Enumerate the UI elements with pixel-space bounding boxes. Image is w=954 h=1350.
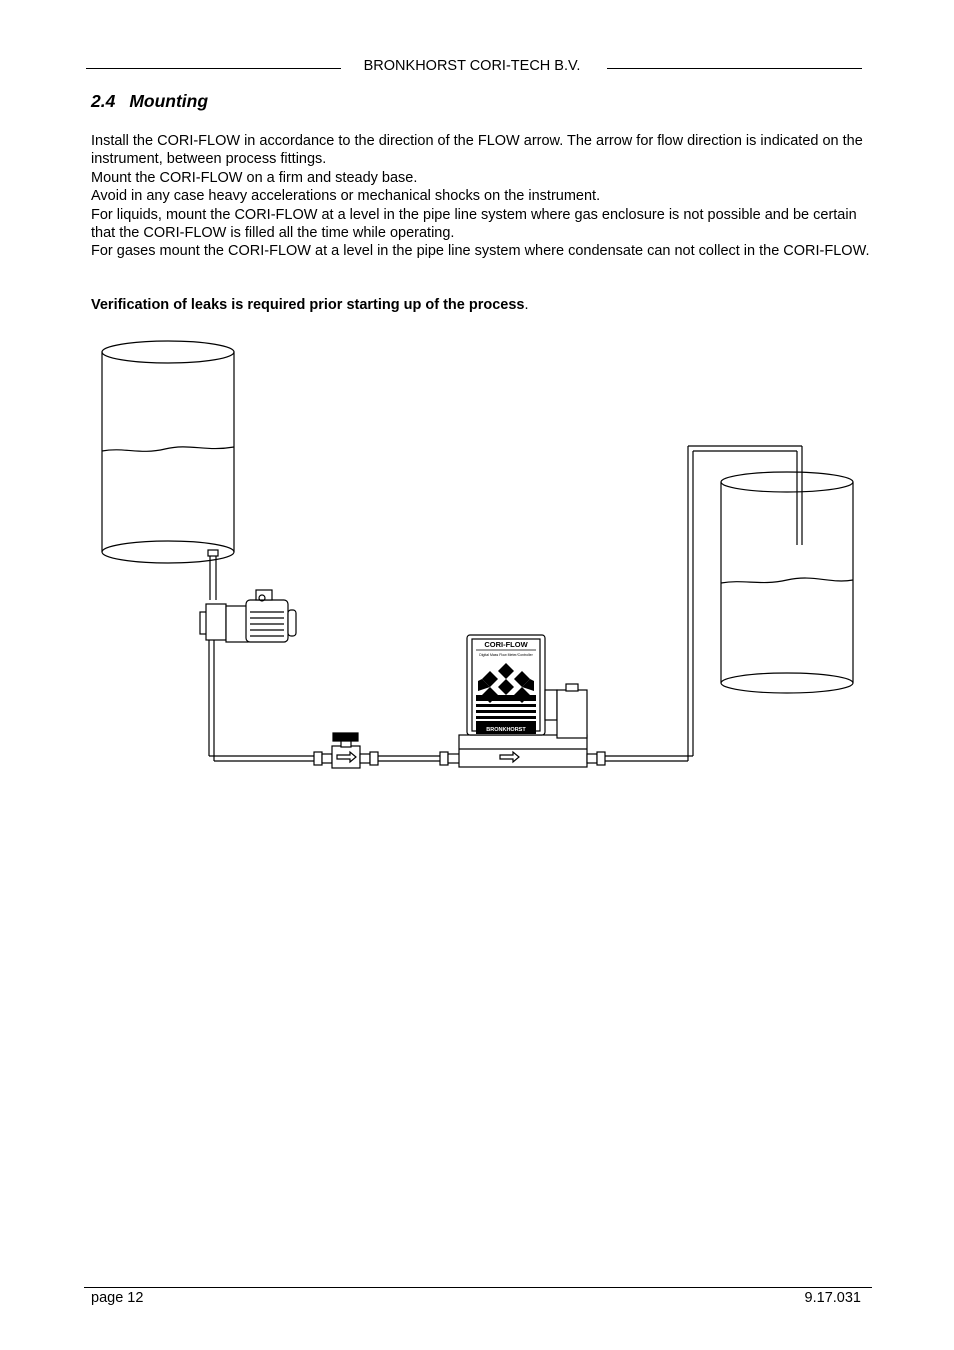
paragraph: Install the CORI-FLOW in accordance to the direction of the FLOW arrow. The arrow for flow direction is indicated on the instrument, between process fittings.	[91, 133, 863, 168]
instrument-maker: BRONKHORST	[486, 727, 526, 733]
paragraph: Avoid in any case heavy accelerations or mechanical shocks on the instrument.	[91, 188, 601, 205]
shutoff-valve	[314, 733, 378, 768]
section-heading	[91, 91, 208, 112]
leak-warning-bold: Verification of leaks is required prior starting up of the process	[91, 297, 525, 313]
footer-rule	[84, 1287, 872, 1288]
receiving-tank	[721, 472, 853, 693]
body-text	[91, 132, 871, 261]
header-company: BRONKHORST CORI-TECH B.V.	[363, 58, 581, 74]
mounting-diagram	[0, 330, 954, 780]
header-rule-right	[607, 68, 862, 69]
section-number: 2.4	[91, 91, 116, 111]
instrument-subtitle: Digital Mass Flow Meter/Controller	[479, 653, 533, 657]
paragraph: Mount the CORI-FLOW on a firm and steady base.	[91, 169, 418, 186]
footer-doc-number: 9.17.031	[804, 1290, 861, 1306]
paragraph: For gases mount the CORI-FLOW at a level in the pipe line system where condensate can not collect in the CORI-FLOW.	[91, 243, 870, 260]
paragraph: For liquids, mount the CORI-FLOW at a level in the pipe line system where gas enclosure is not possible and be certain that the CORI-FLOW is filled all the time while operating.	[91, 206, 857, 242]
header-rule-left	[86, 68, 341, 69]
section-title: Mounting	[129, 91, 209, 111]
leak-warning-tail: .	[524, 297, 529, 313]
footer-page-number: page 12	[91, 1290, 144, 1306]
pump	[200, 590, 296, 642]
supply-tank	[102, 341, 234, 563]
instrument-brand: CORI-FLOW	[484, 640, 528, 649]
leak-warning	[91, 297, 529, 313]
